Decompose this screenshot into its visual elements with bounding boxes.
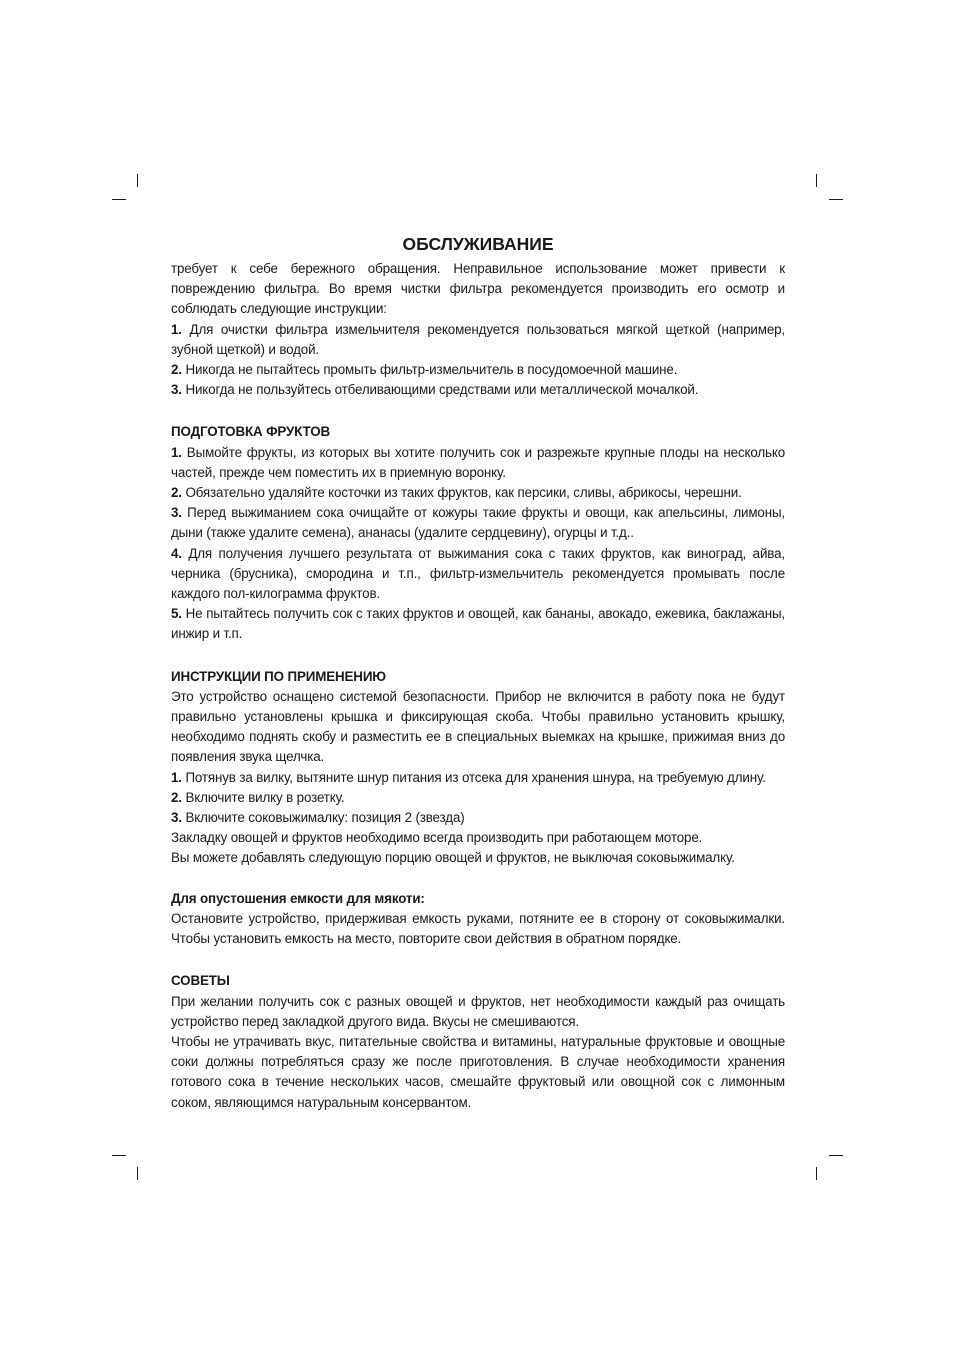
fruit-prep-item-3 xyxy=(171,503,785,543)
item-number: 3. xyxy=(171,505,182,521)
crop-mark-bottom-left-horizontal xyxy=(112,1155,126,1156)
item-number: 2. xyxy=(171,485,182,501)
tips-paragraph-1: При желании получить сок с разных овощей и фруктов, нет необходимости каждый раз очищать устройство перед закладкой другого вида. Вкусы не смешиваются. xyxy=(171,993,785,1029)
item-text: Обязательно удаляйте косточки из таких фруктов, как персики, сливы, абрикосы, черешни. xyxy=(181,485,742,501)
item-number: 1. xyxy=(171,769,182,785)
maintenance-intro: требует к себе бережного обращения. Неправильное использование может привести к повреждению фильтра. Во время чистки фильтра рекомендуется производить его осмотр и соблюдать следующие инструкции: xyxy=(171,261,785,317)
crop-mark-bottom-left-vertical xyxy=(137,1167,138,1180)
usage-intro: Это устройство оснащено системой безопасности. Прибор не включится в работу пока не будут правильно установлены крышка и фиксирующая скоба. Чтобы правильно установить крышку, необходимо поднять скобу и разместить ее в специальных выемках на крышке, прижимая вниз до появления звука щелчка. xyxy=(171,688,785,765)
item-text: Включите вилку в розетку. xyxy=(181,789,345,805)
crop-mark-top-right-horizontal xyxy=(829,199,843,200)
item-number: 3. xyxy=(171,382,182,398)
emptying-text: Остановите устройство, придерживая емкость руками, потяните ее в сторону от соковыжималки. Чтобы установить емкость на место, повторите свои действия в обратном порядке. xyxy=(171,910,785,947)
usage-item-1 xyxy=(171,768,785,788)
item-text: Никогда не пользуйтесь отбеливающими средствами или металлической мочалкой. xyxy=(181,382,699,398)
maintenance-item-2 xyxy=(171,360,785,380)
usage-note-1: Закладку овощей и фруктов необходимо всегда производить при работающем моторе. xyxy=(171,830,703,846)
crop-mark-bottom-right-vertical xyxy=(816,1167,817,1180)
item-number: 1. xyxy=(171,444,182,460)
crop-mark-top-right-vertical xyxy=(816,174,817,187)
maintenance-item-1 xyxy=(171,320,785,360)
fruit-prep-heading: ПОДГОТОВКА ФРУКТОВ xyxy=(171,424,330,440)
item-text: Никогда не пытайтесь промыть фильтр-измельчитель в посудомоечной машине. xyxy=(181,362,678,378)
item-number: 2. xyxy=(171,789,182,805)
item-text: Вымойте фрукты, из которых вы хотите получить сок и разрежьте крупные плоды на несколько частей, прежде чем поместить их в приемную воронку. xyxy=(171,444,785,480)
item-number: 2. xyxy=(171,362,182,378)
item-text: Для получения лучшего результата от выжимания сока с таких фруктов, как виноград, айва, черника (брусника), смородина и т.п., фильтр-измельчитель рекомендуется промывать после каждого пол-килограмма фруктов. xyxy=(171,545,785,602)
usage-item-3 xyxy=(171,808,785,828)
tips-heading: СОВЕТЫ xyxy=(171,973,230,989)
item-text: Для очистки фильтра измельчителя рекомендуется пользоваться мягкой щеткой (например, зубной щеткой) и водой. xyxy=(171,321,785,357)
crop-mark-top-left-vertical xyxy=(137,174,138,187)
usage-note-2: Вы можете добавлять следующую порцию овощей и фруктов, не выключая соковыжималку. xyxy=(171,850,735,866)
item-text: Не пытайтесь получить сок с таких фруктов и овощей, как бананы, авокадо, ежевика, баклажаны, инжир и т.п. xyxy=(171,606,785,642)
usage-item-2 xyxy=(171,788,785,808)
fruit-prep-item-2 xyxy=(171,483,785,503)
tips-paragraph-2: Чтобы не утрачивать вкус, питательные свойства и витамины, натуральные фруктовые и овощные соки должны потребляться сразу же после приготовления. В случае необходимости хранения готового сока в течение нескольких часов, смешайте фруктовый или овощной сок с лимонным соком, являющимся натуральным консервантом. xyxy=(171,1033,785,1110)
item-number: 4. xyxy=(171,545,182,561)
usage-heading: ИНСТРУКЦИИ ПО ПРИМЕНЕНИЮ xyxy=(171,668,386,684)
page-content xyxy=(171,232,785,1113)
fruit-prep-item-1 xyxy=(171,443,785,483)
maintenance-item-3 xyxy=(171,380,785,400)
item-text: Потянув за вилку, вытяните шнур питания из отсека для хранения шнура, на требуемую длину. xyxy=(181,769,766,785)
item-text: Перед выжиманием сока очищайте от кожуры такие фрукты и овощи, как апельсины, лимоны, дыни (также удалите семена), ананасы (удалите сердцевину), огурцы и т.д.. xyxy=(171,505,785,541)
page-title: ОБСЛУЖИВАНИЕ xyxy=(402,234,554,254)
fruit-prep-item-5 xyxy=(171,604,785,644)
crop-mark-top-left-horizontal xyxy=(112,199,126,200)
emptying-heading: Для опустошения емкости для мякоти: xyxy=(171,890,425,906)
item-number: 1. xyxy=(171,321,182,337)
item-number: 3. xyxy=(171,810,182,826)
item-text: Включите соковыжималку: позиция 2 (звезда) xyxy=(181,810,465,826)
item-number: 5. xyxy=(171,606,182,622)
fruit-prep-item-4 xyxy=(171,544,785,605)
crop-mark-bottom-right-horizontal xyxy=(829,1155,843,1156)
